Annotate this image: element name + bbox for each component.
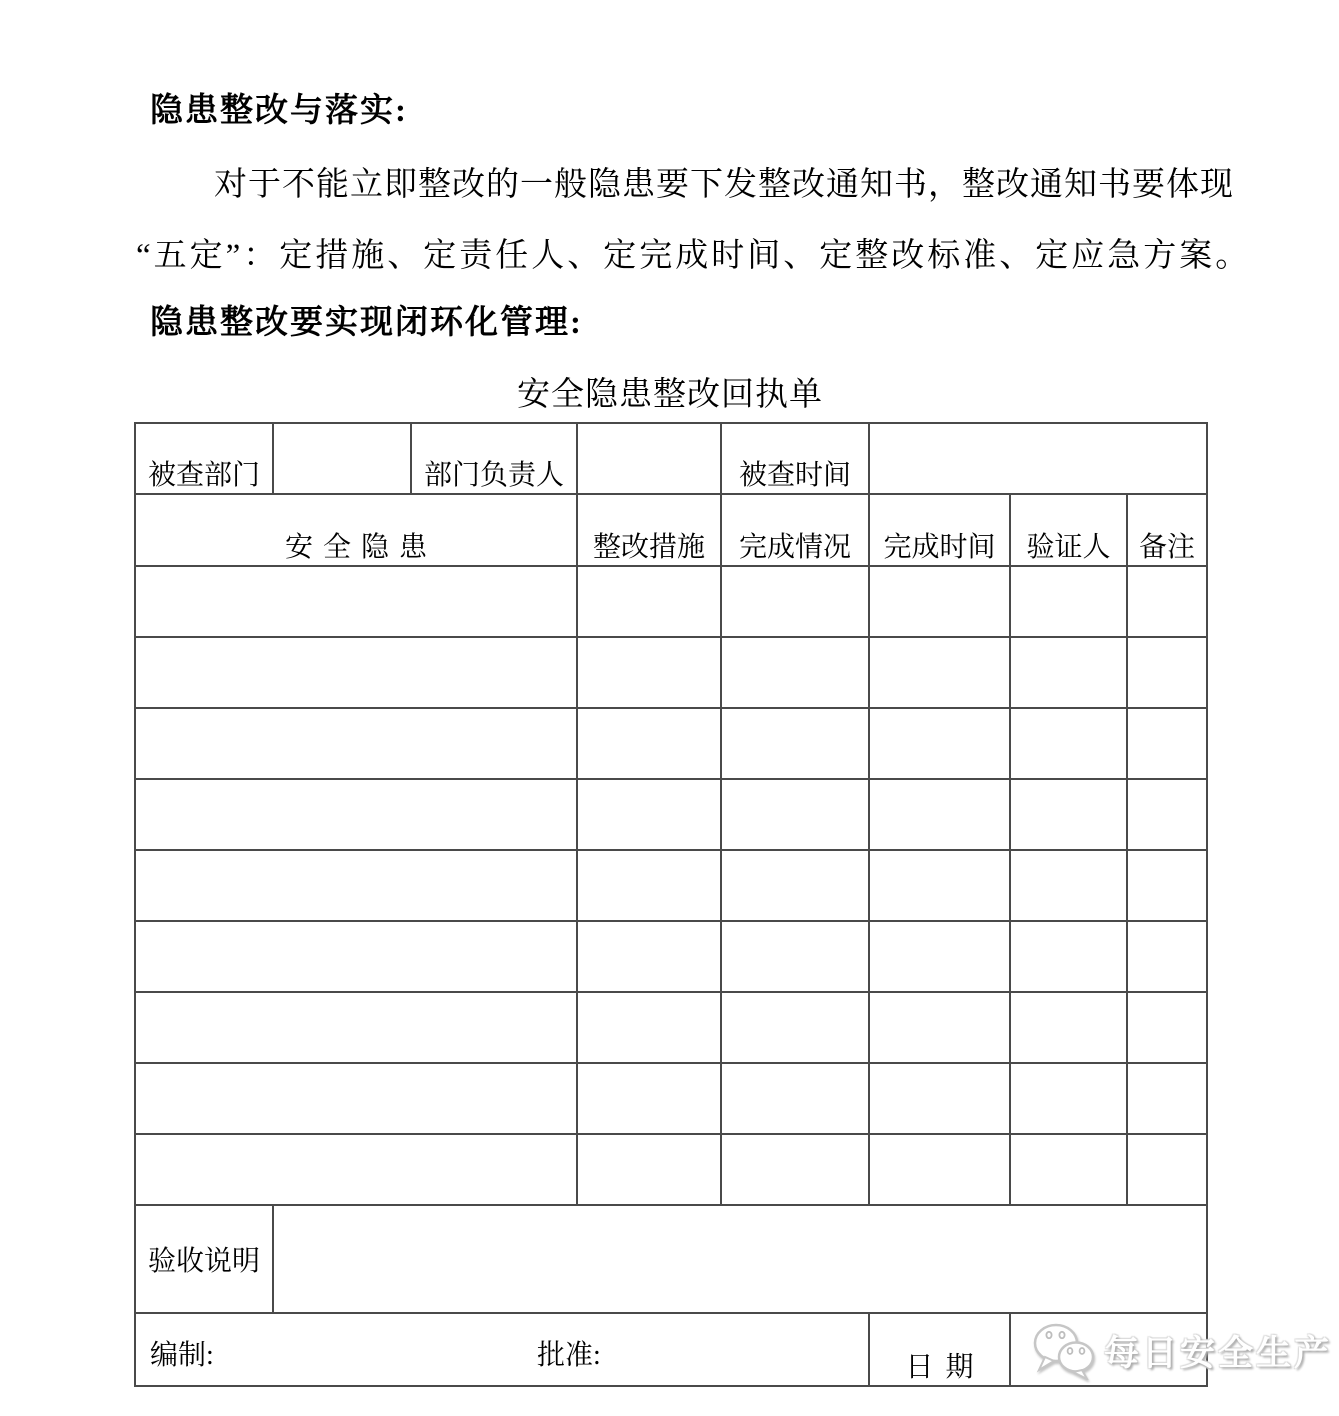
table-row xyxy=(135,1063,1207,1134)
verifier-cell[interactable] xyxy=(1010,779,1127,850)
prepared-by-label: 编制: xyxy=(150,1340,214,1371)
status-cell[interactable] xyxy=(721,921,869,992)
column-header-row xyxy=(135,494,1207,566)
time-cell[interactable] xyxy=(869,779,1010,850)
remarks-cell[interactable] xyxy=(1127,1134,1207,1205)
col-header-completion-time: 完成时间 xyxy=(869,494,1010,566)
table-row xyxy=(135,1134,1207,1205)
watermark-text: 每日安全生产 xyxy=(1104,1334,1333,1373)
measures-cell[interactable] xyxy=(577,992,721,1063)
form-title: 安全隐患整改回执单 xyxy=(517,377,823,413)
inspection-time-label: 被查时间 xyxy=(721,423,869,494)
time-cell[interactable] xyxy=(869,566,1010,637)
time-cell[interactable] xyxy=(869,708,1010,779)
date-label: 日期 xyxy=(869,1313,1010,1386)
section-heading-rectification: 隐患整改与落实: xyxy=(150,93,408,129)
acceptance-note-value-cell[interactable] xyxy=(273,1205,1207,1313)
footer-row xyxy=(135,1313,1207,1386)
remarks-cell[interactable] xyxy=(1127,1063,1207,1134)
hazard-cell[interactable] xyxy=(135,850,577,921)
time-cell[interactable] xyxy=(869,921,1010,992)
acceptance-note-label: 验收说明 xyxy=(135,1205,273,1313)
col-header-completion-status: 完成情况 xyxy=(721,494,869,566)
hazard-cell[interactable] xyxy=(135,1134,577,1205)
dept-manager-label: 部门负责人 xyxy=(411,423,577,494)
status-cell[interactable] xyxy=(721,566,869,637)
measures-cell[interactable] xyxy=(577,1063,721,1134)
hazard-cell[interactable] xyxy=(135,779,577,850)
hazard-cell[interactable] xyxy=(135,1063,577,1134)
table-row xyxy=(135,779,1207,850)
verifier-cell[interactable] xyxy=(1010,1134,1127,1205)
measures-cell[interactable] xyxy=(577,566,721,637)
verifier-cell[interactable] xyxy=(1010,921,1127,992)
measures-cell[interactable] xyxy=(577,850,721,921)
table-row xyxy=(135,566,1207,637)
inspected-dept-value-cell[interactable] xyxy=(273,423,411,494)
measures-cell[interactable] xyxy=(577,1134,721,1205)
status-cell[interactable] xyxy=(721,992,869,1063)
inspected-dept-label: 被查部门 xyxy=(135,423,273,494)
hazard-cell[interactable] xyxy=(135,566,577,637)
status-cell[interactable] xyxy=(721,1134,869,1205)
prepared-approved-cell[interactable] xyxy=(135,1313,869,1386)
approved-by-label: 批准: xyxy=(537,1340,601,1371)
time-cell[interactable] xyxy=(869,850,1010,921)
status-cell[interactable] xyxy=(721,708,869,779)
col-header-rectification-measures: 整改措施 xyxy=(577,494,721,566)
date-value-cell[interactable] xyxy=(1010,1313,1207,1386)
remarks-cell[interactable] xyxy=(1127,921,1207,992)
verifier-cell[interactable] xyxy=(1010,1063,1127,1134)
hazard-cell[interactable] xyxy=(135,637,577,708)
time-cell[interactable] xyxy=(869,1134,1010,1205)
verifier-cell[interactable] xyxy=(1010,992,1127,1063)
measures-cell[interactable] xyxy=(577,779,721,850)
table-row xyxy=(135,921,1207,992)
remarks-cell[interactable] xyxy=(1127,566,1207,637)
remarks-cell[interactable] xyxy=(1127,708,1207,779)
rectification-receipt-table xyxy=(134,422,1208,1387)
section-heading-closed-loop: 隐患整改要实现闭环化管理: xyxy=(150,305,583,341)
measures-cell[interactable] xyxy=(577,637,721,708)
verifier-cell[interactable] xyxy=(1010,850,1127,921)
dept-manager-value-cell[interactable] xyxy=(577,423,721,494)
inspection-time-value-cell[interactable] xyxy=(869,423,1207,494)
table-row xyxy=(135,850,1207,921)
time-cell[interactable] xyxy=(869,992,1010,1063)
hazard-cell[interactable] xyxy=(135,921,577,992)
table-row xyxy=(135,708,1207,779)
remarks-cell[interactable] xyxy=(1127,992,1207,1063)
hazard-cell[interactable] xyxy=(135,708,577,779)
verifier-cell[interactable] xyxy=(1010,708,1127,779)
acceptance-row xyxy=(135,1205,1207,1313)
remarks-cell[interactable] xyxy=(1127,637,1207,708)
verifier-cell[interactable] xyxy=(1010,637,1127,708)
table-row xyxy=(135,992,1207,1063)
table-row xyxy=(135,637,1207,708)
body-paragraph-line-1: 对于不能立即整改的一般隐患要下发整改通知书，整改通知书要体现 xyxy=(214,167,1234,203)
verifier-cell[interactable] xyxy=(1010,566,1127,637)
info-row xyxy=(135,423,1207,494)
time-cell[interactable] xyxy=(869,637,1010,708)
status-cell[interactable] xyxy=(721,1063,869,1134)
col-header-remarks: 备注 xyxy=(1127,494,1207,566)
status-cell[interactable] xyxy=(721,637,869,708)
hazard-cell[interactable] xyxy=(135,992,577,1063)
col-header-safety-hazard: 安全隐患 xyxy=(135,494,577,566)
remarks-cell[interactable] xyxy=(1127,850,1207,921)
status-cell[interactable] xyxy=(721,850,869,921)
col-header-verifier: 验证人 xyxy=(1010,494,1127,566)
status-cell[interactable] xyxy=(721,779,869,850)
empty-data-rows xyxy=(135,566,1207,1205)
measures-cell[interactable] xyxy=(577,708,721,779)
body-paragraph-line-2: “五定”：定措施、定责任人、定完成时间、定整改标准、定应急方案。 xyxy=(136,238,1252,274)
measures-cell[interactable] xyxy=(577,921,721,992)
remarks-cell[interactable] xyxy=(1127,779,1207,850)
time-cell[interactable] xyxy=(869,1063,1010,1134)
